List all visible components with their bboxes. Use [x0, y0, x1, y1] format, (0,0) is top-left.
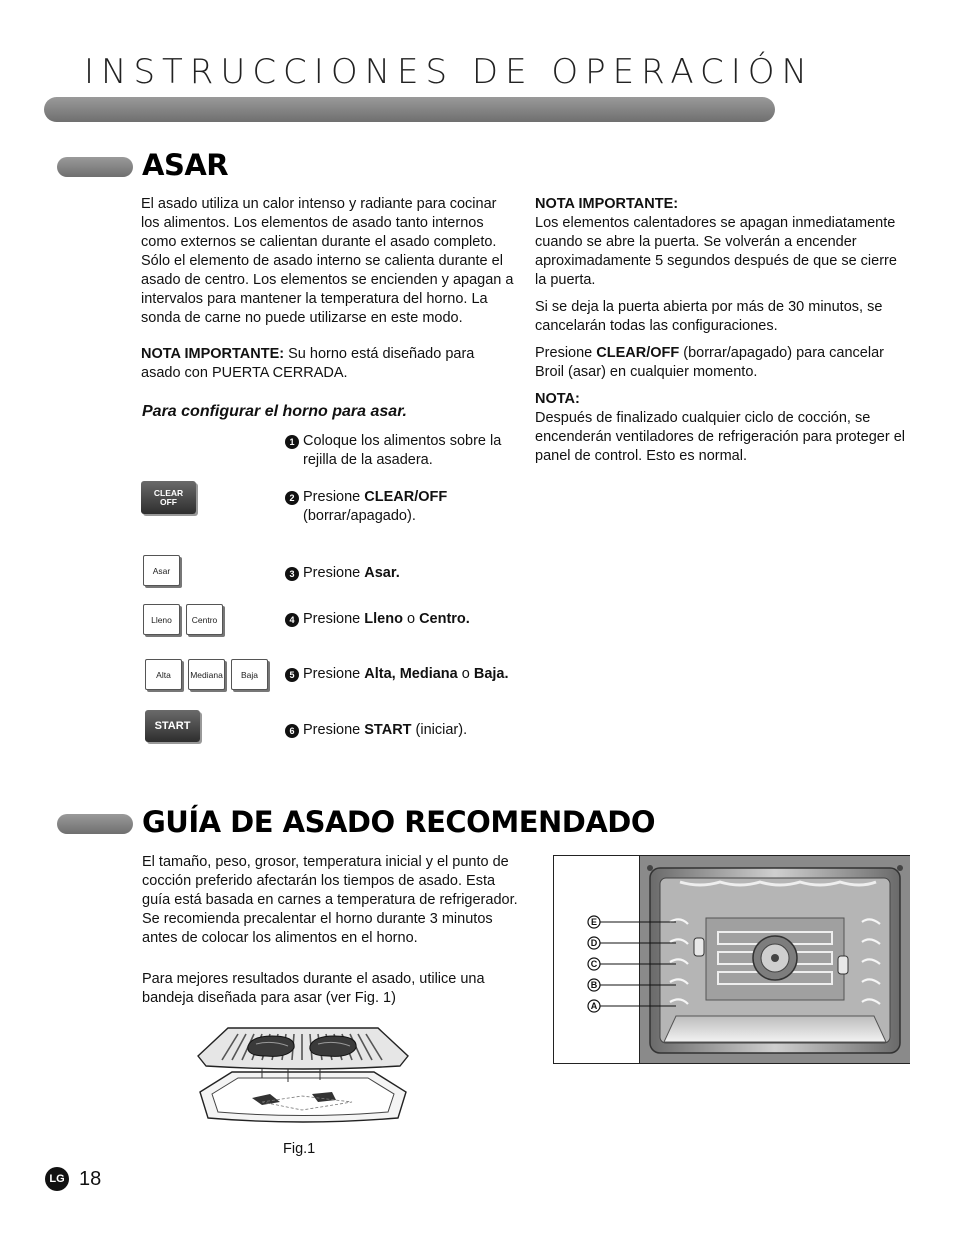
- step-2: [285, 488, 520, 525]
- clear-note: [535, 344, 910, 382]
- section-title-guia: GUÍA DE ASADO RECOMENDADO: [142, 805, 656, 839]
- rack-letter: D: [590, 938, 598, 948]
- key-label: CLEAR: [153, 487, 184, 498]
- oven-rack-diagram: [553, 855, 910, 1064]
- nota-text: Después de finalizado cualquier ciclo de cocción, se encenderán ventiladores de refrigeración para proteger el panel de control. Esto es normal.: [535, 410, 905, 464]
- page-header-title: INSTRUCCIONES DE OPERACIÓN: [84, 52, 814, 92]
- section-pill: [57, 157, 133, 177]
- section-pill: [57, 814, 133, 834]
- rack-leader-lines: [600, 916, 676, 1016]
- step-3: [285, 564, 520, 583]
- start-key: START: [145, 710, 200, 742]
- step-5: [285, 665, 525, 684]
- rack-letter: E: [590, 917, 597, 927]
- asar-subtitle: Para configurar el horno para asar.: [142, 403, 407, 420]
- step-number: 2: [285, 491, 299, 505]
- important-note: [535, 195, 910, 466]
- step-text: Presione: [303, 611, 365, 627]
- step-key-name: Centro.: [419, 611, 470, 627]
- baja-key: Baja: [231, 659, 268, 690]
- key-label: OFF: [160, 496, 177, 507]
- step-number: 1: [285, 435, 299, 449]
- step-key-name: Lleno: [364, 611, 403, 627]
- asar-note-text: Su horno está diseñado para asado con PUERTA CERRADA.: [141, 346, 475, 381]
- guia-paragraph-1: El tamaño, peso, grosor, temperatura inicial y el punto de cocción preferido afectarán los tiempos de asado. Esta guía está basada en carnes a temperatura de refrigerador. Se recomienda precalentar el horno durante 3 minutos antes de colocar los alimentos en el horno.: [142, 854, 518, 946]
- step-text: (iniciar).: [411, 722, 468, 738]
- step-number: 4: [285, 613, 299, 627]
- rack-letter: A: [590, 1001, 598, 1011]
- step-6: [285, 721, 520, 740]
- figure-caption: Fig.1: [283, 1141, 316, 1157]
- asar-intro: El asado utiliza un calor intenso y radiante para cocinar los alimentos. Los elementos de asado tanto internos como externos se calientan durante el asado completo. Sólo el elemento de asado interno se calienta durante el asado de centro. Los elementos se encienden y apagan a intervalos para mantener la temperatura del horno. La sonda de carne no puede utilizarse en este modo.: [141, 196, 514, 326]
- step-text: Presione: [303, 489, 365, 505]
- step-4: [285, 610, 520, 629]
- step-key-name: START: [364, 722, 412, 738]
- asar-key: Asar: [143, 555, 180, 586]
- step-text: Presione: [303, 666, 365, 682]
- step-text: Presione: [303, 565, 365, 581]
- asar-note-label: NOTA IMPORTANTE:: [141, 346, 285, 362]
- step-text: o: [402, 611, 420, 627]
- page-number: 18: [79, 1168, 102, 1190]
- step-number: 5: [285, 668, 299, 682]
- clear-note-text: Presione: [535, 345, 597, 361]
- lleno-key: Lleno: [143, 604, 180, 635]
- step-key-name: Alta, Mediana: [364, 666, 458, 682]
- nota-label: NOTA:: [535, 391, 580, 407]
- header-bar: [44, 97, 775, 122]
- important-note-label: NOTA IMPORTANTE:: [535, 196, 679, 212]
- clear-note-text: (borrar/apagado) para cancelar Broil (asar) en cualquier momento.: [535, 345, 884, 380]
- step-text: (borrar/apagado).: [303, 507, 416, 524]
- important-note-text: Los elementos calentadores se apagan inmediatamente cuando se abre la puerta. Se volverán a encender aproximadamente 5 segundos después de que se cierre la puerta.: [535, 215, 897, 288]
- door-note-text: Si se deja la puerta abierta por más de 30 minutos, se cancelarán todas las configuraciones.: [535, 299, 883, 334]
- oven-cavity-illustration: [640, 856, 910, 1063]
- step-text: Presione: [303, 722, 365, 738]
- lg-logo: LG: [45, 1167, 69, 1191]
- step-key-name: CLEAR/OFF: [364, 489, 448, 505]
- alta-key: Alta: [145, 659, 182, 690]
- rack-letter: B: [590, 980, 598, 990]
- centro-key: Centro: [186, 604, 223, 635]
- clear-off-key: [141, 481, 196, 514]
- step-text: Coloque los alimentos sobre la rejilla de la asadera.: [303, 433, 502, 468]
- guia-paragraph-2: Para mejores resultados durante el asado, utilice una bandeja diseñada para asar (ver Fig. 1): [142, 971, 485, 1006]
- clear-note-key: CLEAR/OFF: [596, 345, 680, 361]
- step-number: 6: [285, 724, 299, 738]
- step-number: 3: [285, 567, 299, 581]
- step-text: o: [457, 666, 474, 682]
- step-1: [285, 432, 520, 469]
- step-key-name: Baja.: [473, 666, 509, 682]
- broil-pan-illustration: [192, 1022, 414, 1127]
- step-key-name: Asar.: [364, 565, 400, 581]
- section-title-asar: ASAR: [142, 148, 229, 182]
- rack-letter: C: [590, 959, 598, 969]
- mediana-key: Mediana: [188, 659, 225, 690]
- asar-note: [141, 345, 516, 383]
